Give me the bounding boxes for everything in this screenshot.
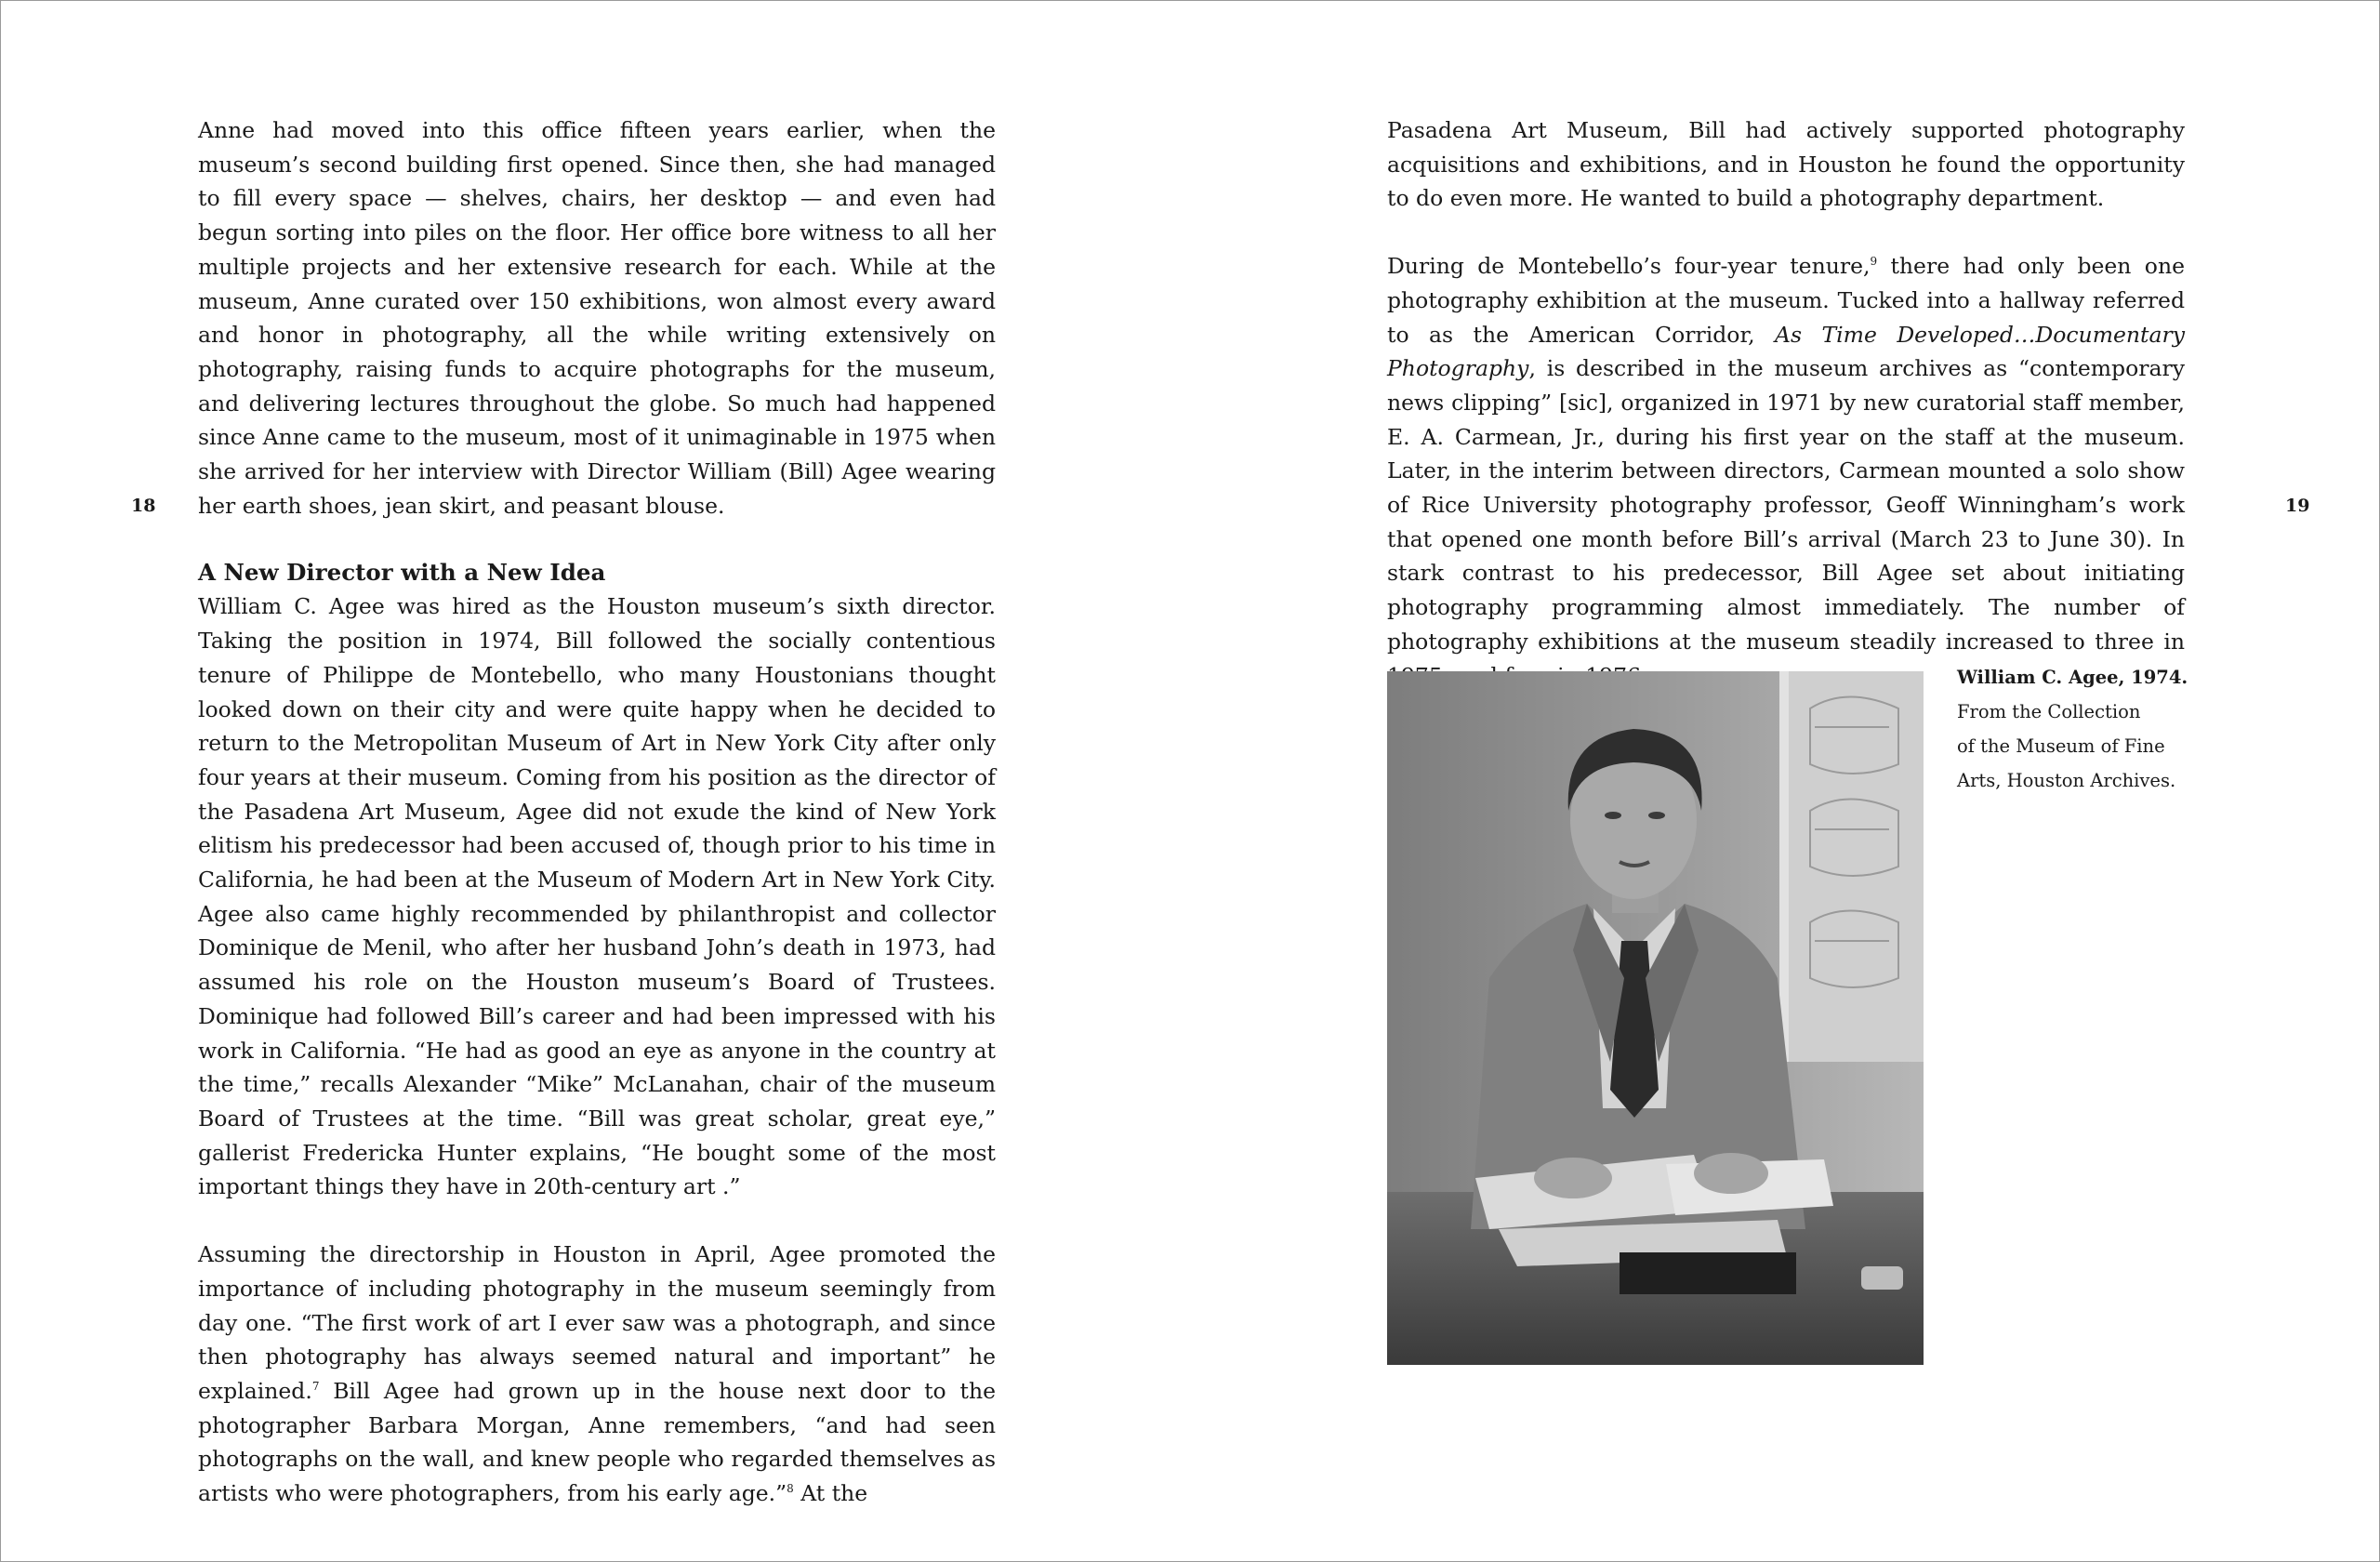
portrait-photograph <box>1387 671 1924 1365</box>
page-number-left: 18 <box>131 496 156 516</box>
right-paragraph-1: Pasadena Art Museum, Bill had actively supported photography acquisitions and exhibitions, and in Houston he found the opportunity to do even more. He wanted to build a photography department. <box>1387 117 2185 212</box>
paragraph-text: During de Montebello’s four-year tenure, <box>1387 253 1871 280</box>
footnote-ref-9: 9 <box>1870 255 1878 269</box>
section-heading: A New Director with a New Idea <box>198 559 606 587</box>
paragraph-text: , is described in the museum archives as “contemporary news clipping” [sic], organized in 1971 by new curatorial staff member, E. A. Carmean, Jr., during his first year on the staff at the museum. Later, in the interim between directors, Carmean mounted a solo show of Rice University photography professor, Geoff Winningham’s work that opened one month before Bill’s arrival (March 23 to June 30). In stark contrast to his predecessor, Bill Agee set about initiating photography programming almost immediately. The number of photography exhibitions at the museum steadily increased to three in <box>1387 355 2185 655</box>
caption-line: Arts, Houston Archives. <box>1957 770 2176 791</box>
caption-title: William C. Agee, 1974. <box>1957 667 2188 688</box>
caption-line: From the Collection <box>1957 701 2141 722</box>
right-page-text <box>1387 113 2185 693</box>
photo-illustration <box>1387 671 1924 1365</box>
paragraph-text: Assuming the directorship in Houston in April, Agee promoted the importance of including photography in the museum seemingly from day one. “The first work of art I ever saw was a photograph, and since then photography has always seemed natural and important” he explained. <box>198 1241 996 1404</box>
left-page-text <box>198 113 996 1511</box>
footnote-ref-8: 8 <box>787 1482 794 1496</box>
left-paragraph-3 <box>198 1238 996 1511</box>
footnote-ref-7: 7 <box>311 1379 320 1393</box>
paragraph-text: At the <box>793 1480 868 1507</box>
paragraph-text: there had only been one photography exhibition at the museum. Tucked into a hallway referred to as the American Corridor, <box>1387 253 2185 348</box>
left-paragraph-1: Anne had moved into this office fifteen years earlier, when the museum’s second building first opened. Since then, she had managed to fill every space — shelves, chairs, her desktop — and even had begun sorting into piles on the floor. Her office bore witness to all her multiple projects and her extensive research for each. While at the museum, Anne curated over 150 exhibitions, won almost every award and honor in photography, all the while writing extensively on photography, raising funds to acquire photographs for the museum, and delivering lectures throughout the globe. So much had happened since Anne came to the museum, most of it unimaginable in 1975 when she arrived for her interview with Director William (Bill) Agee wearing her earth shoes, jean skirt, and peasant blouse. <box>198 117 996 519</box>
right-paragraph-2 <box>1387 249 2185 693</box>
paragraph-text: Bill Agee had grown up in the house next door to the photographer Barbara Morgan, Anne remembers, “and had seen photographs on the wall, and knew people who regarded themselves as artists who were photographers, from his early age.” <box>198 1377 996 1507</box>
page-number-right: 19 <box>2285 496 2310 516</box>
caption-line: of the Museum of Fine <box>1957 735 2165 757</box>
exhibition-title: As Time Developed…Documentary Photography <box>1387 321 2185 382</box>
left-paragraph-2: William C. Agee was hired as the Houston museum’s sixth director. Taking the position in 1974, Bill followed the socially contentious tenure of Philippe de Montebello, who many Houstonians thought looked down on their city and were quite happy when he decided to return to the Metropolitan Museum of Art in New York City after only four years at their museum. Coming from his position as the director of the Pasadena Art Museum, Agee did not exude the kind of New York elitism his predecessor had been accused of, though prior to his time in California, he had been at the Museum of Modern Art in New York City. Agee also came highly recommended by philanthropist and collector Dominique de Menil, who after her husband John’s death in 1973, had assumed his role on the Houston museum’s Board of Trustees. Dominique had followed Bill’s career and had been impressed with his work in California. “He had as good an eye as anyone in the country at the time,” recalls Alexander “Mike” McLanahan, chair of the museum Board of Trustees at the time. “Bill was great scholar, great eye,” gallerist Fredericka Hunter explains, “He bought some of the most important things they have in 20th-century art .” <box>198 593 996 1200</box>
photo-caption <box>1957 660 2199 798</box>
